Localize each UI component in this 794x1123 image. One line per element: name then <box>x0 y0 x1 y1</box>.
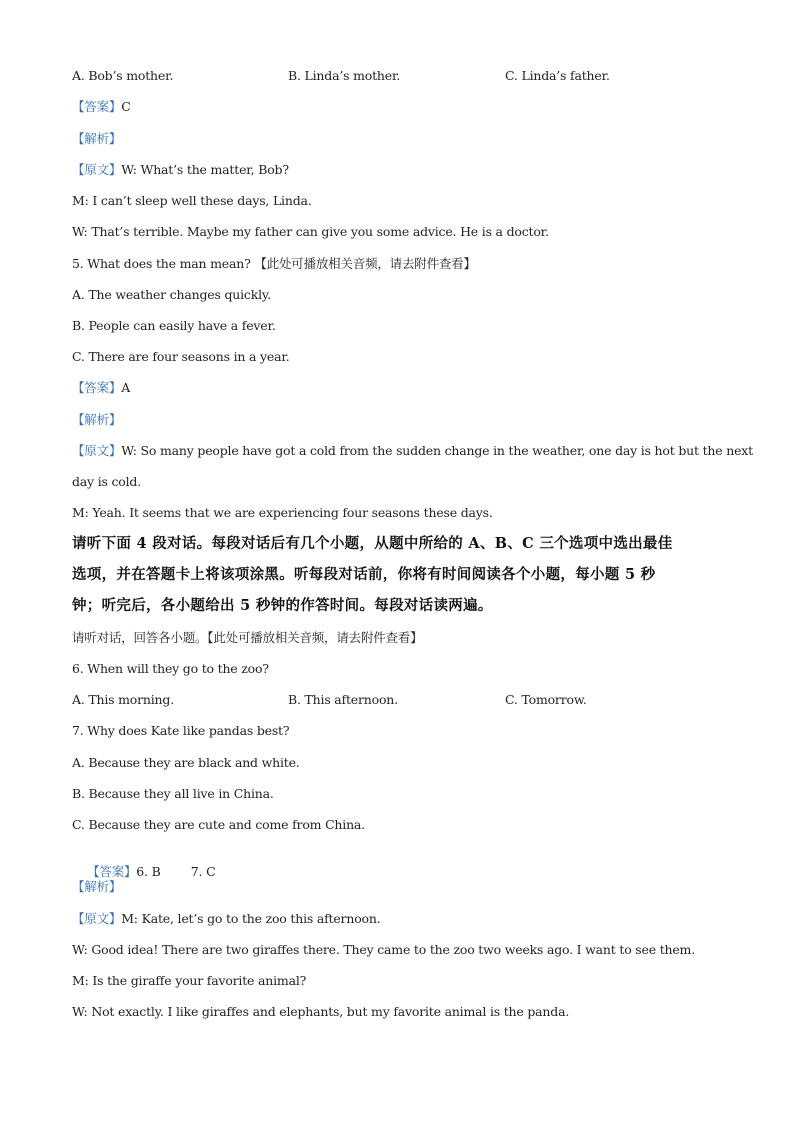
q7-option-a: A. Because they are black and white. <box>72 755 300 770</box>
q5-transcript-line-1-cont: day is cold. <box>72 474 141 489</box>
q5-question: 5. What does the man mean? 【此处可播放相关音频，请去附件查看】 <box>72 256 476 271</box>
q4-transcript-line-1 <box>72 162 289 178</box>
section-instruction-1: 请听下面 4 段对话。每段对话后有几个小题，从题中所给的 A、B、C 三个选项中选出最佳 <box>72 535 673 552</box>
transcript-tag: 【原文】 <box>72 162 122 177</box>
q4-transcript-line-3: W: That’s terrible. Maybe my father can give you some advice. He is a doctor. <box>72 224 549 239</box>
q6-option-a: A. This morning. <box>72 692 174 707</box>
q6-question: 6. When will they go to the zoo? <box>72 661 269 676</box>
q6-option-c: C. Tomorrow. <box>505 692 587 707</box>
q7-option-c: C. Because they are cute and come from China. <box>72 817 365 832</box>
answer-value: A <box>121 380 131 395</box>
transcript-text: W: What’s the matter, Bob? <box>121 162 289 177</box>
q4-transcript-line-2: M: I can’t sleep well these days, Linda. <box>72 193 312 208</box>
answer-tag: 【答案】 <box>87 864 137 879</box>
answer-tag: 【答案】 <box>72 380 122 395</box>
q5-answer <box>72 380 130 396</box>
section-prompt: 请听对话，回答各小题。【此处可播放相关音频，请去附件查看】 <box>72 630 423 645</box>
answer-value: C <box>121 99 131 114</box>
q6-option-b: B. This afternoon. <box>288 692 398 707</box>
q4-option-c: C. Linda’s father. <box>505 68 610 83</box>
q4-answer <box>72 99 131 115</box>
q4-option-a: A. Bob’s mother. <box>72 68 174 83</box>
section-instruction-2: 选项，并在答题卡上将该项涂黑。听每段对话前，你将有时间阅读各个小题，每小题 5 秒 <box>72 566 656 583</box>
transcript-text: W: So many people have got a cold from the sudden change in the weather, one day is hot but the next <box>121 443 753 458</box>
q5-transcript-line-1 <box>72 443 753 459</box>
q7-question: 7. Why does Kate like pandas best? <box>72 723 290 738</box>
q5-transcript-line-2: M: Yeah. It seems that we are experiencing four seasons these days. <box>72 505 493 520</box>
q67-transcript-line-2: W: Good idea! There are two giraffes there. They came to the zoo two weeks ago. I want to see them. <box>72 942 695 957</box>
answer-tag: 【答案】 <box>72 99 122 114</box>
q67-transcript-line-4: W: Not exactly. I like giraffes and elephants, but my favorite animal is the panda. <box>72 1004 570 1019</box>
q67-analysis-tag: 【解析】 <box>72 879 122 894</box>
q4-option-b: B. Linda’s mother. <box>288 68 401 83</box>
transcript-tag: 【原文】 <box>72 911 122 926</box>
q5-option-b: B. People can easily have a fever. <box>72 318 276 333</box>
q7-option-b: B. Because they all live in China. <box>72 786 274 801</box>
transcript-tag: 【原文】 <box>72 443 122 458</box>
q67-transcript-line-3: M: Is the giraffe your favorite animal? <box>72 973 307 988</box>
q5-option-c: C. There are four seasons in a year. <box>72 349 290 364</box>
q4-analysis-tag: 【解析】 <box>72 131 122 146</box>
section-instruction-3: 钟；听完后，各小题给出 5 秒钟的作答时间。每段对话读两遍。 <box>72 597 493 614</box>
transcript-text: M: Kate, let’s go to the zoo this afternoon. <box>121 911 381 926</box>
q5-analysis-tag: 【解析】 <box>72 412 122 427</box>
answer-value: 6. B 7. C <box>136 864 216 879</box>
q5-option-a: A. The weather changes quickly. <box>72 287 271 302</box>
q67-transcript-line-1 <box>72 911 380 927</box>
